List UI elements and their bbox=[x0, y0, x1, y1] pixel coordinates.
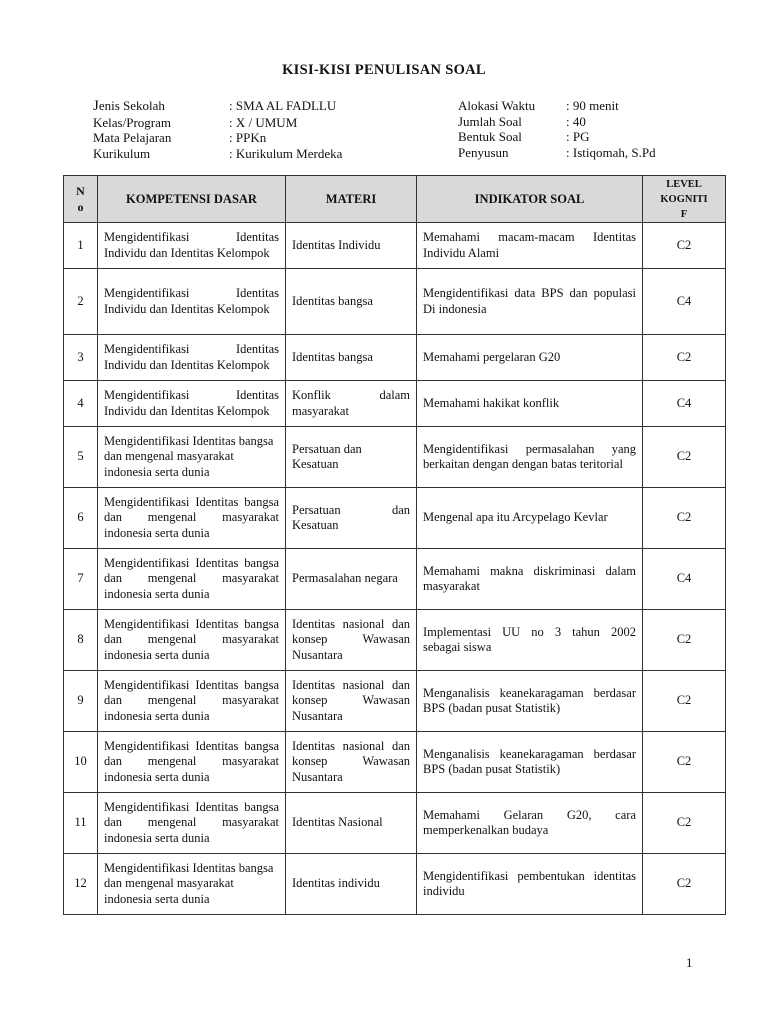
cell-indikator: Memahami macam-macam Identitas Individu Alami bbox=[417, 223, 643, 269]
info-value: : Istiqomah, S.Pd bbox=[566, 144, 656, 160]
table-row bbox=[64, 732, 726, 793]
info-row-alokasi-waktu bbox=[458, 98, 656, 114]
table-row bbox=[64, 854, 726, 915]
cell-kompetensi: Mengidentifikasi Identitas bangsa dan mengenal masyarakat indonesia serta dunia bbox=[98, 488, 286, 549]
cell-level: C2 bbox=[643, 427, 726, 488]
cell-kompetensi: Mengidentifikasi Identitas bangsa dan mengenal masyarakat indonesia serta dunia bbox=[98, 671, 286, 732]
cell-no: 5 bbox=[64, 427, 98, 488]
info-row-kelas-program bbox=[93, 115, 342, 131]
cell-level: C2 bbox=[643, 488, 726, 549]
cell-kompetensi: Mengidentifikasi Identitas Individu dan Identitas Kelompok bbox=[98, 335, 286, 381]
cell-indikator: Menganalisis keanekaragaman berdasar BPS (badan pusat Statistik) bbox=[417, 671, 643, 732]
info-row-kurikulum bbox=[93, 146, 342, 162]
cell-materi: Identitas nasional dan konsep Wawasan Nusantara bbox=[286, 732, 417, 793]
cell-no: 9 bbox=[64, 671, 98, 732]
school-info bbox=[93, 98, 342, 161]
cell-indikator: Memahami pergelaran G20 bbox=[417, 335, 643, 381]
table-row bbox=[64, 381, 726, 427]
cell-level: C2 bbox=[643, 610, 726, 671]
header-materi: MATERI bbox=[286, 176, 417, 223]
table-row bbox=[64, 549, 726, 610]
info-value: : PPKn bbox=[229, 130, 267, 145]
cell-kompetensi: Mengidentifikasi Identitas bangsa dan mengenal masyarakat indonesia serta dunia bbox=[98, 854, 286, 915]
cell-level: C4 bbox=[643, 381, 726, 427]
info-value: : 90 menit bbox=[566, 98, 619, 113]
cell-level: C2 bbox=[643, 671, 726, 732]
cell-no: 4 bbox=[64, 381, 98, 427]
table-row bbox=[64, 671, 726, 732]
info-label: Kelas/Program bbox=[93, 114, 171, 130]
cell-no: 12 bbox=[64, 854, 98, 915]
info-row-jenis-sekolah bbox=[93, 98, 342, 115]
cell-kompetensi: Mengidentifikasi Identitas bangsa dan mengenal masyarakat indonesia serta dunia bbox=[98, 793, 286, 854]
table-header-row bbox=[64, 176, 726, 223]
header-kompetensi-dasar: KOMPETENSI DASAR bbox=[98, 176, 286, 223]
info-value: : SMA AL FADLLU bbox=[229, 98, 337, 113]
cell-no: 2 bbox=[64, 269, 98, 335]
cell-no: 10 bbox=[64, 732, 98, 793]
cell-materi: Identitas individu bbox=[286, 854, 417, 915]
cell-indikator: Mengenal apa itu Arcypelago Kevlar bbox=[417, 488, 643, 549]
cell-materi: Identitas nasional dan konsep Wawasan Nusantara bbox=[286, 610, 417, 671]
info-label: Alokasi Waktu bbox=[458, 98, 536, 113]
info-value: : Kurikulum Merdeka bbox=[229, 145, 343, 161]
cell-kompetensi: Mengidentifikasi Identitas bangsa dan mengenal masyarakat indonesia serta dunia bbox=[98, 732, 286, 793]
table-body bbox=[64, 223, 726, 915]
cell-no: 3 bbox=[64, 335, 98, 381]
cell-level: C2 bbox=[643, 793, 726, 854]
cell-indikator: Menganalisis keanekaragaman berdasar BPS (badan pusat Statistik) bbox=[417, 732, 643, 793]
info-value: : 40 bbox=[566, 113, 586, 129]
cell-no: 6 bbox=[64, 488, 98, 549]
cell-materi: Identitas bangsa bbox=[286, 335, 417, 381]
info-row-penyusun bbox=[458, 145, 656, 161]
cell-materi: Konflik dalam masyarakat bbox=[286, 381, 417, 427]
cell-materi: Persatuan dan Kesatuan bbox=[286, 488, 417, 549]
document-title: KISI-KISI PENULISAN SOAL bbox=[282, 62, 486, 78]
cell-indikator: Mengidentifikasi data BPS dan populasi Di indonesia bbox=[417, 269, 643, 335]
info-value: : X / UMUM bbox=[229, 114, 298, 130]
info-label: Kurikulum bbox=[93, 145, 151, 161]
cell-no: 1 bbox=[64, 223, 98, 269]
info-label: Jenis Sekolah bbox=[93, 98, 165, 114]
cell-level: C2 bbox=[643, 335, 726, 381]
header-no: N o bbox=[64, 176, 98, 223]
table-row bbox=[64, 793, 726, 854]
cell-materi: Identitas Nasional bbox=[286, 793, 417, 854]
cell-kompetensi: Mengidentifikasi Identitas Individu dan Identitas Kelompok bbox=[98, 269, 286, 335]
cell-no: 8 bbox=[64, 610, 98, 671]
exam-info bbox=[458, 98, 656, 160]
cell-kompetensi: Mengidentifikasi Identitas Individu dan Identitas Kelompok bbox=[98, 223, 286, 269]
info-row-bentuk-soal bbox=[458, 129, 656, 145]
info-label: Bentuk Soal bbox=[458, 129, 522, 144]
cell-level: C4 bbox=[643, 269, 726, 335]
cell-level: C2 bbox=[643, 732, 726, 793]
cell-materi: Identitas nasional dan konsep Wawasan Nusantara bbox=[286, 671, 417, 732]
cell-kompetensi: Mengidentifikasi Identitas bangsa dan mengenal masyarakat indonesia serta dunia bbox=[98, 549, 286, 610]
table-row bbox=[64, 269, 726, 335]
table-row bbox=[64, 223, 726, 269]
table-row bbox=[64, 610, 726, 671]
info-label: Mata Pelajaran bbox=[93, 130, 172, 145]
info-row-mata-pelajaran bbox=[93, 130, 342, 146]
cell-materi: Identitas Individu bbox=[286, 223, 417, 269]
cell-materi: Permasalahan negara bbox=[286, 549, 417, 610]
cell-level: C2 bbox=[643, 223, 726, 269]
info-value: : PG bbox=[566, 129, 590, 144]
info-label: Jumlah Soal bbox=[458, 113, 522, 129]
cell-materi: Identitas bangsa bbox=[286, 269, 417, 335]
cell-no: 7 bbox=[64, 549, 98, 610]
table-row bbox=[64, 427, 726, 488]
info-row-jumlah-soal bbox=[458, 114, 656, 130]
info-label: Penyusun bbox=[458, 144, 509, 160]
cell-kompetensi: Mengidentifikasi Identitas bangsa dan mengenal masyarakat indonesia serta dunia bbox=[98, 427, 286, 488]
cell-level: C4 bbox=[643, 549, 726, 610]
cell-indikator: Implementasi UU no 3 tahun 2002 sebagai siswa bbox=[417, 610, 643, 671]
cell-indikator: Memahami hakikat konflik bbox=[417, 381, 643, 427]
cell-no: 11 bbox=[64, 793, 98, 854]
kisi-kisi-table bbox=[63, 175, 726, 915]
cell-indikator: Memahami Gelaran G20, cara memperkenalkan budaya bbox=[417, 793, 643, 854]
table-row bbox=[64, 488, 726, 549]
cell-indikator: Mengidentifikasi pembentukan identitas individu bbox=[417, 854, 643, 915]
header-level-kognitif: LEVEL KOGNITI F bbox=[643, 176, 726, 223]
cell-level: C2 bbox=[643, 854, 726, 915]
page-number: 1 bbox=[686, 955, 693, 970]
cell-kompetensi: Mengidentifikasi Identitas bangsa dan mengenal masyarakat indonesia serta dunia bbox=[98, 610, 286, 671]
header-indikator-soal: INDIKATOR SOAL bbox=[417, 176, 643, 223]
cell-indikator: Memahami makna diskriminasi dalam masyarakat bbox=[417, 549, 643, 610]
cell-indikator: Mengidentifikasi permasalahan yang berkaitan dengan dengan batas teritorial bbox=[417, 427, 643, 488]
cell-materi: Persatuan dan Kesatuan bbox=[286, 427, 417, 488]
cell-kompetensi: Mengidentifikasi Identitas Individu dan Identitas Kelompok bbox=[98, 381, 286, 427]
table-row bbox=[64, 335, 726, 381]
